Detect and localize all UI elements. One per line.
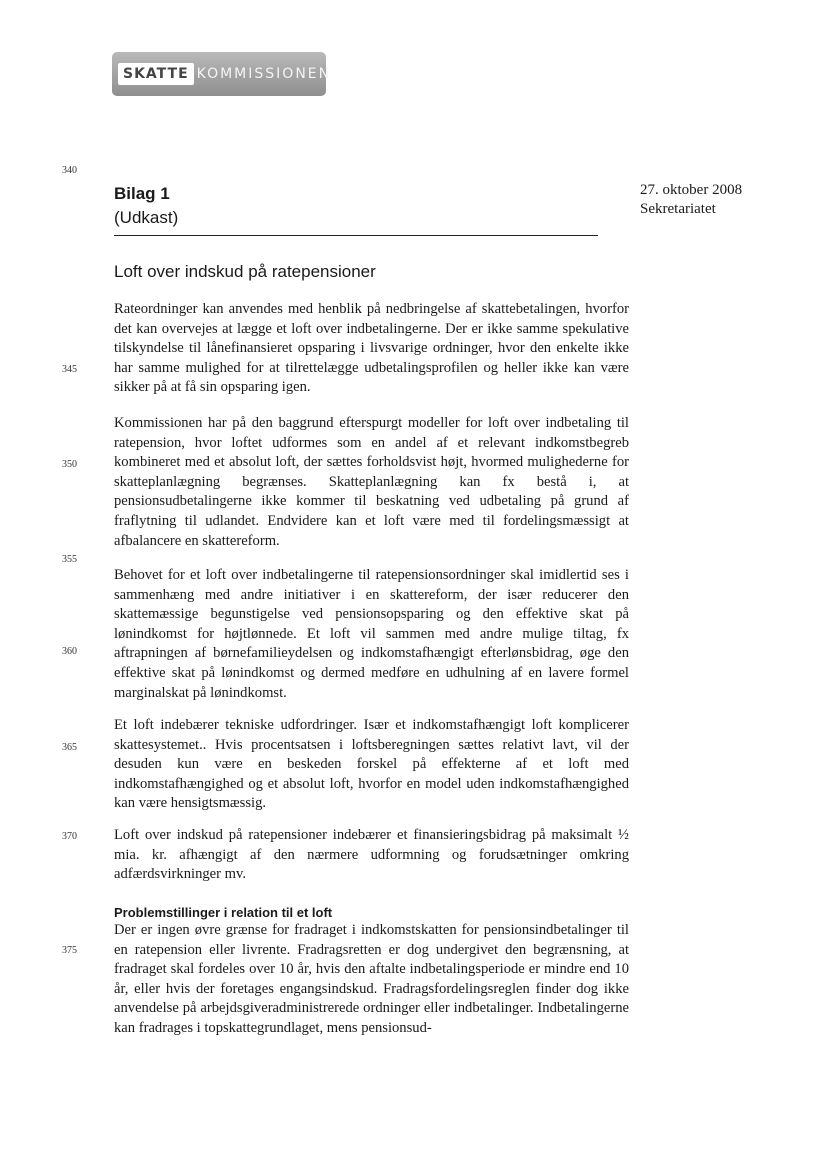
document-department: Sekretariatet bbox=[640, 201, 716, 217]
document-subtitle: (Udkast) bbox=[114, 208, 179, 227]
skattekommissionen-logo bbox=[112, 52, 332, 96]
problem-section bbox=[114, 904, 629, 1039]
line-number: 375 bbox=[62, 945, 77, 956]
line-number: 345 bbox=[62, 364, 77, 375]
body-paragraph-2 bbox=[114, 414, 629, 551]
header-rule bbox=[114, 235, 598, 236]
line-number: 370 bbox=[62, 831, 77, 842]
subsection-heading: Problemstillinger i relation til et loft bbox=[114, 905, 333, 920]
line-number: 340 bbox=[62, 165, 77, 176]
logo-part-kommissionen: KOMMISSIONEN bbox=[196, 66, 332, 82]
line-number: 360 bbox=[62, 646, 77, 657]
body-paragraph-3 bbox=[114, 566, 629, 703]
body-paragraph-4 bbox=[114, 716, 629, 814]
paragraph: Loft over indskud på ratepensioner indebærer et finansieringsbidrag på maksimalt ½ mia. kr. afhængigt af den nærmere udformning og forudsætninger omkring adfærdsvirkninger mv. bbox=[114, 827, 629, 883]
section-heading: Loft over indskud på ratepensioner bbox=[114, 262, 376, 281]
document-date: 27. oktober 2008 bbox=[640, 182, 743, 198]
body-paragraph-1 bbox=[114, 300, 629, 398]
document-meta bbox=[640, 181, 742, 219]
paragraph: Behovet for et loft over indbetalingerne til ratepensionsordninger skal imidlertid ses i sammenhæng med andre initiativer i en skattereform, der især reducerer den skattemæssige begunstigelse ved pensionsopsparing og den effektive skat på lønindkomst for højtlønnede. Et loft vil sammen med andre mulige tiltag, fx aftrapningen af børnefamilieydelsen og indkomstafhængigt efterlønsbidrag, øge den effektive skat på lønindkomst og dermed medføre en udhulning af en lavere formel marginalskat på lønindkomst. bbox=[114, 567, 629, 701]
logo-part-skatte: SKATTE bbox=[118, 63, 194, 85]
paragraph: Der er ingen øvre grænse for fradraget i indkomstskatten for pensionsindbetalinger til en ratepension eller livrente. Fradragsretten er dog undergivet den begrænsning, at fradraget skal fordeles over 10 år, hvis den aftalte indbetalingsperiode er mindre end 10 år, eller hvis der foretages engangsindskud. Fradragsfordelingsreglen finder dog ikke anvendelse på arbejdsgiveradministrerede ordninger eller indbetalinger. Indbetalingerne kan fradrages i topskattegrundlaget, mens pensionsud- bbox=[114, 922, 629, 1036]
line-number: 350 bbox=[62, 459, 77, 470]
paragraph: Et loft indebærer tekniske udfordringer. Især et indkomstafhængigt loft komplicerer skattesystemet.. Hvis procentsatsen i loftsberegningen sættes relativt lavt, vil der desuden kun være en beskeden forskel på effekterne af et loft med indkomstafhængighed og et absolut loft, hvorfor en model uden indkomstafhængighed kan være hensigtsmæssig. bbox=[114, 717, 629, 812]
line-number: 365 bbox=[62, 742, 77, 753]
body-paragraph-5 bbox=[114, 826, 629, 885]
document-title: Bilag 1 bbox=[114, 184, 170, 203]
paragraph: Rateordninger kan anvendes med henblik på nedbringelse af skattebetalingen, hvorfor det kan overvejes at lægge et loft over indbetalingerne. Der er ikke samme spekulative tilskyndelse til lånefinansieret opsparing i livsvarige ordninger, hvor den enkelte ikke har samme mulighed for at tilrettelægge udbetalingsprofilen og heller ikke kan være sikker på at få sin opsparing igen. bbox=[114, 301, 629, 396]
paragraph: Kommissionen har på den baggrund efterspurgt modeller for loft over indbetaling til ratepension, hvor loftet udformes som en andel af et relevant indkomstbegreb kombineret med et absolut loft, der sættes forholdsvist højt, hvormed mulighederne for skatteplanlægning begrænses. Skatteplanlægning kan fx bestå i, at pensionsudbetalingerne ikke kommer til beskatning ved udbetaling på grund af fraflytning til udlandet. Endvidere kan et loft være med til fordelingsmæssigt at afbalancere en skattereform. bbox=[114, 415, 629, 549]
line-number: 355 bbox=[62, 554, 77, 565]
